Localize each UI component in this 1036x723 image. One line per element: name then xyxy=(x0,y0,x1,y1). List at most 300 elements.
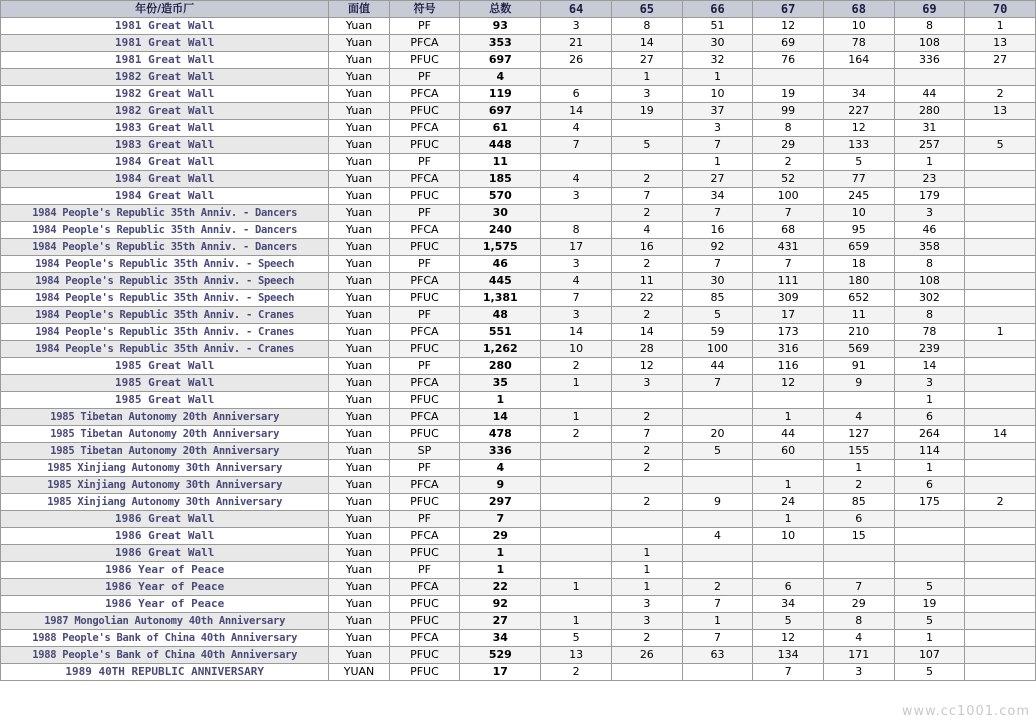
cell-grade-count xyxy=(894,511,965,528)
column-header-grade-69[interactable]: 69 xyxy=(894,1,965,18)
cell-grade-count: 4 xyxy=(823,409,894,426)
cell-mark: PFCA xyxy=(389,273,460,290)
cell-grade-count: 2 xyxy=(611,307,682,324)
cell-grade-count: 37 xyxy=(682,103,753,120)
cell-denomination: Yuan xyxy=(329,69,389,86)
cell-grade-count: 2 xyxy=(541,664,612,681)
cell-grade-count: 76 xyxy=(753,52,824,69)
cell-grade-count: 34 xyxy=(823,86,894,103)
column-header-grade-68[interactable]: 68 xyxy=(823,1,894,18)
cell-grade-count: 1 xyxy=(541,375,612,392)
cell-mark: PFCA xyxy=(389,409,460,426)
cell-grade-count: 24 xyxy=(753,494,824,511)
cell-grade-count: 2 xyxy=(541,358,612,375)
cell-grade-count xyxy=(611,528,682,545)
cell-coin-name[interactable]: 1985 Tibetan Autonomy 20th Anniversary xyxy=(1,443,329,460)
cell-total: 280 xyxy=(460,358,541,375)
cell-total: 22 xyxy=(460,579,541,596)
cell-grade-count: 107 xyxy=(894,647,965,664)
cell-coin-name[interactable]: 1981 Great Wall xyxy=(1,35,329,52)
cell-grade-count: 44 xyxy=(682,358,753,375)
cell-mark: PFUC xyxy=(389,188,460,205)
cell-grade-count: 5 xyxy=(894,613,965,630)
cell-grade-count: 7 xyxy=(541,290,612,307)
table-row xyxy=(1,596,1036,613)
cell-grade-count: 8 xyxy=(894,256,965,273)
cell-grade-count xyxy=(965,154,1036,171)
table-row xyxy=(1,494,1036,511)
cell-mark: PFUC xyxy=(389,52,460,69)
cell-denomination: Yuan xyxy=(329,18,389,35)
cell-grade-count xyxy=(823,392,894,409)
cell-grade-count: 1 xyxy=(682,154,753,171)
table-header-row xyxy=(1,1,1036,18)
cell-grade-count: 27 xyxy=(611,52,682,69)
cell-grade-count: 12 xyxy=(753,630,824,647)
cell-grade-count: 111 xyxy=(753,273,824,290)
table-row xyxy=(1,222,1036,239)
cell-grade-count: 92 xyxy=(682,239,753,256)
cell-grade-count: 31 xyxy=(894,120,965,137)
cell-grade-count xyxy=(965,647,1036,664)
cell-grade-count: 6 xyxy=(823,511,894,528)
cell-coin-name[interactable]: 1984 People's Republic 35th Anniv. - Cranes xyxy=(1,307,329,324)
cell-grade-count: 1 xyxy=(541,409,612,426)
cell-mark: PFCA xyxy=(389,324,460,341)
cell-mark: SP xyxy=(389,443,460,460)
cell-coin-name[interactable]: 1981 Great Wall xyxy=(1,52,329,69)
cell-mark: PFUC xyxy=(389,494,460,511)
cell-grade-count xyxy=(541,545,612,562)
cell-grade-count: 44 xyxy=(753,426,824,443)
column-header-mark[interactable]: 符号 xyxy=(389,1,460,18)
cell-grade-count: 52 xyxy=(753,171,824,188)
cell-grade-count: 431 xyxy=(753,239,824,256)
cell-grade-count xyxy=(965,528,1036,545)
cell-grade-count: 8 xyxy=(541,222,612,239)
table-row xyxy=(1,409,1036,426)
table-row xyxy=(1,647,1036,664)
cell-grade-count: 20 xyxy=(682,426,753,443)
cell-total: 29 xyxy=(460,528,541,545)
cell-grade-count xyxy=(541,562,612,579)
cell-denomination: Yuan xyxy=(329,307,389,324)
cell-grade-count: 3 xyxy=(823,664,894,681)
column-header-grade-70[interactable]: 70 xyxy=(965,1,1036,18)
cell-total: 297 xyxy=(460,494,541,511)
cell-coin-name[interactable]: 1987 Mongolian Autonomy 40th Anniversary xyxy=(1,613,329,630)
cell-grade-count: 1 xyxy=(541,613,612,630)
cell-grade-count: 5 xyxy=(894,579,965,596)
cell-grade-count: 34 xyxy=(753,596,824,613)
cell-grade-count: 9 xyxy=(682,494,753,511)
cell-grade-count: 6 xyxy=(753,579,824,596)
cell-grade-count: 4 xyxy=(823,630,894,647)
cell-grade-count xyxy=(965,171,1036,188)
cell-grade-count: 19 xyxy=(611,103,682,120)
cell-grade-count: 32 xyxy=(682,52,753,69)
cell-grade-count: 1 xyxy=(611,562,682,579)
cell-grade-count: 7 xyxy=(611,426,682,443)
cell-denomination: Yuan xyxy=(329,154,389,171)
cell-grade-count: 175 xyxy=(894,494,965,511)
cell-grade-count: 19 xyxy=(753,86,824,103)
cell-grade-count xyxy=(965,375,1036,392)
cell-grade-count: 11 xyxy=(611,273,682,290)
cell-coin-name[interactable]: 1988 People's Bank of China 40th Anniversary xyxy=(1,647,329,664)
cell-denomination: Yuan xyxy=(329,188,389,205)
cell-grade-count: 659 xyxy=(823,239,894,256)
cell-total: 35 xyxy=(460,375,541,392)
cell-total: 1,575 xyxy=(460,239,541,256)
cell-total: 92 xyxy=(460,596,541,613)
cell-coin-name[interactable]: 1984 People's Republic 35th Anniv. - Speech xyxy=(1,256,329,273)
cell-coin-name[interactable]: 1984 People's Republic 35th Anniv. - Dancers xyxy=(1,222,329,239)
cell-coin-name[interactable]: 1986 Year of Peace xyxy=(1,579,329,596)
cell-total: 336 xyxy=(460,443,541,460)
cell-coin-name[interactable]: 1985 Great Wall xyxy=(1,375,329,392)
table-row xyxy=(1,477,1036,494)
table-row xyxy=(1,511,1036,528)
cell-grade-count: 7 xyxy=(823,579,894,596)
cell-grade-count xyxy=(541,205,612,222)
cell-grade-count: 69 xyxy=(753,35,824,52)
cell-total: 30 xyxy=(460,205,541,222)
column-header-name[interactable]: 年份/造币厂 xyxy=(1,1,329,18)
cell-grade-count xyxy=(823,69,894,86)
cell-mark: PF xyxy=(389,511,460,528)
cell-denomination: Yuan xyxy=(329,137,389,154)
cell-mark: PFCA xyxy=(389,222,460,239)
cell-grade-count: 3 xyxy=(541,18,612,35)
cell-grade-count: 2 xyxy=(611,460,682,477)
table-row xyxy=(1,443,1036,460)
cell-grade-count xyxy=(823,545,894,562)
cell-grade-count: 78 xyxy=(823,35,894,52)
cell-grade-count: 34 xyxy=(682,188,753,205)
cell-grade-count: 316 xyxy=(753,341,824,358)
cell-grade-count: 28 xyxy=(611,341,682,358)
cell-grade-count: 1 xyxy=(753,511,824,528)
cell-grade-count xyxy=(894,69,965,86)
cell-grade-count xyxy=(753,562,824,579)
cell-denomination: YUAN xyxy=(329,664,389,681)
cell-mark: PF xyxy=(389,18,460,35)
cell-grade-count: 2 xyxy=(611,171,682,188)
cell-coin-name[interactable]: 1984 People's Republic 35th Anniv. - Speech xyxy=(1,273,329,290)
cell-mark: PFUC xyxy=(389,392,460,409)
cell-total: 46 xyxy=(460,256,541,273)
cell-grade-count xyxy=(965,273,1036,290)
cell-coin-name[interactable]: 1984 People's Republic 35th Anniv. - Dancers xyxy=(1,205,329,222)
cell-mark: PFUC xyxy=(389,341,460,358)
cell-coin-name[interactable]: 1986 Year of Peace xyxy=(1,562,329,579)
cell-denomination: Yuan xyxy=(329,341,389,358)
cell-grade-count: 10 xyxy=(541,341,612,358)
cell-grade-count: 2 xyxy=(611,256,682,273)
table-row xyxy=(1,460,1036,477)
cell-mark: PFUC xyxy=(389,664,460,681)
cell-grade-count xyxy=(965,392,1036,409)
cell-coin-name[interactable]: 1986 Great Wall xyxy=(1,511,329,528)
cell-total: 7 xyxy=(460,511,541,528)
cell-grade-count: 108 xyxy=(894,273,965,290)
cell-denomination: Yuan xyxy=(329,120,389,137)
column-header-grade-65[interactable]: 65 xyxy=(611,1,682,18)
table-row xyxy=(1,341,1036,358)
cell-grade-count: 14 xyxy=(894,358,965,375)
cell-grade-count: 2 xyxy=(611,630,682,647)
cell-grade-count: 13 xyxy=(541,647,612,664)
cell-grade-count: 23 xyxy=(894,171,965,188)
cell-grade-count xyxy=(894,545,965,562)
cell-grade-count: 22 xyxy=(611,290,682,307)
cell-grade-count: 10 xyxy=(753,528,824,545)
cell-grade-count xyxy=(965,120,1036,137)
cell-coin-name[interactable]: 1984 People's Republic 35th Anniv. - Cranes xyxy=(1,324,329,341)
cell-total: 1 xyxy=(460,562,541,579)
cell-grade-count xyxy=(541,69,612,86)
cell-grade-count xyxy=(965,562,1036,579)
cell-mark: PF xyxy=(389,307,460,324)
cell-grade-count: 8 xyxy=(894,307,965,324)
table-row xyxy=(1,579,1036,596)
cell-mark: PFUC xyxy=(389,596,460,613)
cell-total: 1,262 xyxy=(460,341,541,358)
cell-grade-count: 85 xyxy=(823,494,894,511)
cell-coin-name[interactable]: 1984 Great Wall xyxy=(1,154,329,171)
cell-coin-name[interactable]: 1984 People's Republic 35th Anniv. - Speech xyxy=(1,290,329,307)
cell-grade-count xyxy=(682,460,753,477)
cell-denomination: Yuan xyxy=(329,477,389,494)
cell-denomination: Yuan xyxy=(329,579,389,596)
cell-coin-name[interactable]: 1984 People's Republic 35th Anniv. - Cranes xyxy=(1,341,329,358)
cell-grade-count: 4 xyxy=(541,171,612,188)
table-row xyxy=(1,273,1036,290)
cell-grade-count xyxy=(894,562,965,579)
cell-grade-count: 3 xyxy=(611,375,682,392)
cell-grade-count: 12 xyxy=(611,358,682,375)
cell-coin-name[interactable]: 1982 Great Wall xyxy=(1,69,329,86)
cell-grade-count: 1 xyxy=(541,579,612,596)
column-header-denomination[interactable]: 面值 xyxy=(329,1,389,18)
table-row xyxy=(1,528,1036,545)
cell-mark: PFUC xyxy=(389,647,460,664)
cell-coin-name[interactable]: 1982 Great Wall xyxy=(1,103,329,120)
cell-total: 529 xyxy=(460,647,541,664)
cell-coin-name[interactable]: 1983 Great Wall xyxy=(1,137,329,154)
column-header-grade-64[interactable]: 64 xyxy=(541,1,612,18)
cell-coin-name[interactable]: 1984 Great Wall xyxy=(1,171,329,188)
cell-grade-count: 1 xyxy=(682,69,753,86)
table-row xyxy=(1,86,1036,103)
cell-grade-count: 95 xyxy=(823,222,894,239)
table-row xyxy=(1,358,1036,375)
cell-total: 570 xyxy=(460,188,541,205)
cell-grade-count xyxy=(965,477,1036,494)
table-row xyxy=(1,171,1036,188)
cell-grade-count: 4 xyxy=(611,222,682,239)
cell-grade-count xyxy=(541,477,612,494)
cell-grade-count xyxy=(965,409,1036,426)
cell-grade-count: 108 xyxy=(894,35,965,52)
cell-grade-count: 7 xyxy=(682,630,753,647)
cell-grade-count: 3 xyxy=(682,120,753,137)
cell-total: 119 xyxy=(460,86,541,103)
cell-total: 61 xyxy=(460,120,541,137)
cell-grade-count: 2 xyxy=(611,494,682,511)
cell-total: 1,381 xyxy=(460,290,541,307)
cell-grade-count: 85 xyxy=(682,290,753,307)
cell-grade-count: 7 xyxy=(753,205,824,222)
table-row xyxy=(1,545,1036,562)
cell-total: 353 xyxy=(460,35,541,52)
cell-grade-count: 63 xyxy=(682,647,753,664)
column-header-total[interactable]: 总数 xyxy=(460,1,541,18)
table-row xyxy=(1,35,1036,52)
cell-coin-name[interactable]: 1985 Xinjiang Autonomy 30th Anniversary xyxy=(1,494,329,511)
cell-grade-count: 16 xyxy=(611,239,682,256)
column-header-grade-66[interactable]: 66 xyxy=(682,1,753,18)
cell-grade-count: 13 xyxy=(965,35,1036,52)
cell-grade-count: 309 xyxy=(753,290,824,307)
cell-grade-count: 5 xyxy=(753,613,824,630)
cell-total: 4 xyxy=(460,69,541,86)
cell-grade-count xyxy=(965,443,1036,460)
table-row xyxy=(1,239,1036,256)
cell-coin-name[interactable]: 1986 Great Wall xyxy=(1,545,329,562)
cell-grade-count: 16 xyxy=(682,222,753,239)
cell-grade-count: 5 xyxy=(541,630,612,647)
cell-grade-count: 99 xyxy=(753,103,824,120)
cell-mark: PFCA xyxy=(389,375,460,392)
cell-grade-count: 21 xyxy=(541,35,612,52)
cell-grade-count: 7 xyxy=(753,256,824,273)
cell-grade-count: 2 xyxy=(823,477,894,494)
cell-grade-count xyxy=(965,613,1036,630)
cell-mark: PFCA xyxy=(389,35,460,52)
cell-total: 4 xyxy=(460,460,541,477)
cell-total: 697 xyxy=(460,103,541,120)
cell-grade-count: 27 xyxy=(682,171,753,188)
cell-grade-count xyxy=(965,188,1036,205)
cell-grade-count: 4 xyxy=(541,120,612,137)
cell-grade-count: 77 xyxy=(823,171,894,188)
table-row xyxy=(1,18,1036,35)
cell-grade-count: 27 xyxy=(965,52,1036,69)
cell-grade-count: 78 xyxy=(894,324,965,341)
cell-grade-count: 7 xyxy=(682,205,753,222)
cell-grade-count: 3 xyxy=(611,86,682,103)
cell-grade-count xyxy=(682,477,753,494)
table-row xyxy=(1,324,1036,341)
table-row xyxy=(1,290,1036,307)
cell-grade-count: 3 xyxy=(894,205,965,222)
cell-coin-name[interactable]: 1988 People's Bank of China 40th Anniversary xyxy=(1,630,329,647)
cell-denomination: Yuan xyxy=(329,273,389,290)
cell-coin-name[interactable]: 1986 Year of Peace xyxy=(1,596,329,613)
cell-grade-count xyxy=(965,205,1036,222)
cell-total: 14 xyxy=(460,409,541,426)
cell-grade-count: 12 xyxy=(753,18,824,35)
cell-grade-count: 302 xyxy=(894,290,965,307)
cell-denomination: Yuan xyxy=(329,528,389,545)
cell-denomination: Yuan xyxy=(329,392,389,409)
cell-mark: PFUC xyxy=(389,545,460,562)
cell-grade-count: 257 xyxy=(894,137,965,154)
cell-grade-count: 210 xyxy=(823,324,894,341)
cell-total: 448 xyxy=(460,137,541,154)
cell-grade-count: 8 xyxy=(894,18,965,35)
cell-grade-count xyxy=(753,460,824,477)
cell-grade-count: 59 xyxy=(682,324,753,341)
cell-coin-name[interactable]: 1985 Tibetan Autonomy 20th Anniversary xyxy=(1,426,329,443)
cell-grade-count: 1 xyxy=(611,69,682,86)
cell-grade-count: 1 xyxy=(682,613,753,630)
cell-denomination: Yuan xyxy=(329,511,389,528)
cell-grade-count: 2 xyxy=(611,443,682,460)
cell-denomination: Yuan xyxy=(329,358,389,375)
cell-grade-count xyxy=(965,239,1036,256)
cell-coin-name[interactable]: 1984 People's Republic 35th Anniv. - Dancers xyxy=(1,239,329,256)
cell-grade-count xyxy=(541,511,612,528)
cell-grade-count: 6 xyxy=(894,477,965,494)
cell-mark: PFUC xyxy=(389,103,460,120)
cell-coin-name[interactable]: 1985 Tibetan Autonomy 20th Anniversary xyxy=(1,409,329,426)
cell-grade-count xyxy=(541,460,612,477)
cell-grade-count: 29 xyxy=(823,596,894,613)
cell-total: 34 xyxy=(460,630,541,647)
cell-grade-count: 17 xyxy=(753,307,824,324)
cell-coin-name[interactable]: 1981 Great Wall xyxy=(1,18,329,35)
table-row xyxy=(1,154,1036,171)
cell-grade-count: 3 xyxy=(541,188,612,205)
cell-mark: PFUC xyxy=(389,613,460,630)
cell-coin-name[interactable]: 1984 Great Wall xyxy=(1,188,329,205)
cell-grade-count: 2 xyxy=(541,426,612,443)
cell-coin-name[interactable]: 1983 Great Wall xyxy=(1,120,329,137)
table-row xyxy=(1,307,1036,324)
cell-grade-count: 179 xyxy=(894,188,965,205)
cell-grade-count: 30 xyxy=(682,273,753,290)
cell-total: 478 xyxy=(460,426,541,443)
cell-grade-count: 173 xyxy=(753,324,824,341)
cell-mark: PF xyxy=(389,562,460,579)
cell-coin-name[interactable]: 1982 Great Wall xyxy=(1,86,329,103)
column-header-grade-67[interactable]: 67 xyxy=(753,1,824,18)
cell-total: 551 xyxy=(460,324,541,341)
cell-mark: PFCA xyxy=(389,579,460,596)
cell-grade-count: 12 xyxy=(823,120,894,137)
cell-grade-count: 569 xyxy=(823,341,894,358)
cell-coin-name[interactable]: 1985 Xinjiang Autonomy 30th Anniversary xyxy=(1,477,329,494)
cell-denomination: Yuan xyxy=(329,460,389,477)
cell-grade-count: 4 xyxy=(541,273,612,290)
cell-grade-count xyxy=(682,511,753,528)
cell-grade-count: 1 xyxy=(753,477,824,494)
cell-coin-name[interactable]: 1986 Great Wall xyxy=(1,528,329,545)
cell-coin-name[interactable]: 1985 Great Wall xyxy=(1,358,329,375)
cell-coin-name[interactable]: 1985 Xinjiang Autonomy 30th Anniversary xyxy=(1,460,329,477)
cell-denomination: Yuan xyxy=(329,171,389,188)
cell-coin-name[interactable]: 1985 Great Wall xyxy=(1,392,329,409)
cell-denomination: Yuan xyxy=(329,290,389,307)
cell-coin-name[interactable]: 1989 40TH REPUBLIC ANNIVERSARY xyxy=(1,664,329,681)
cell-grade-count: 3 xyxy=(611,613,682,630)
cell-grade-count: 1 xyxy=(894,154,965,171)
cell-grade-count: 9 xyxy=(823,375,894,392)
cell-grade-count: 358 xyxy=(894,239,965,256)
